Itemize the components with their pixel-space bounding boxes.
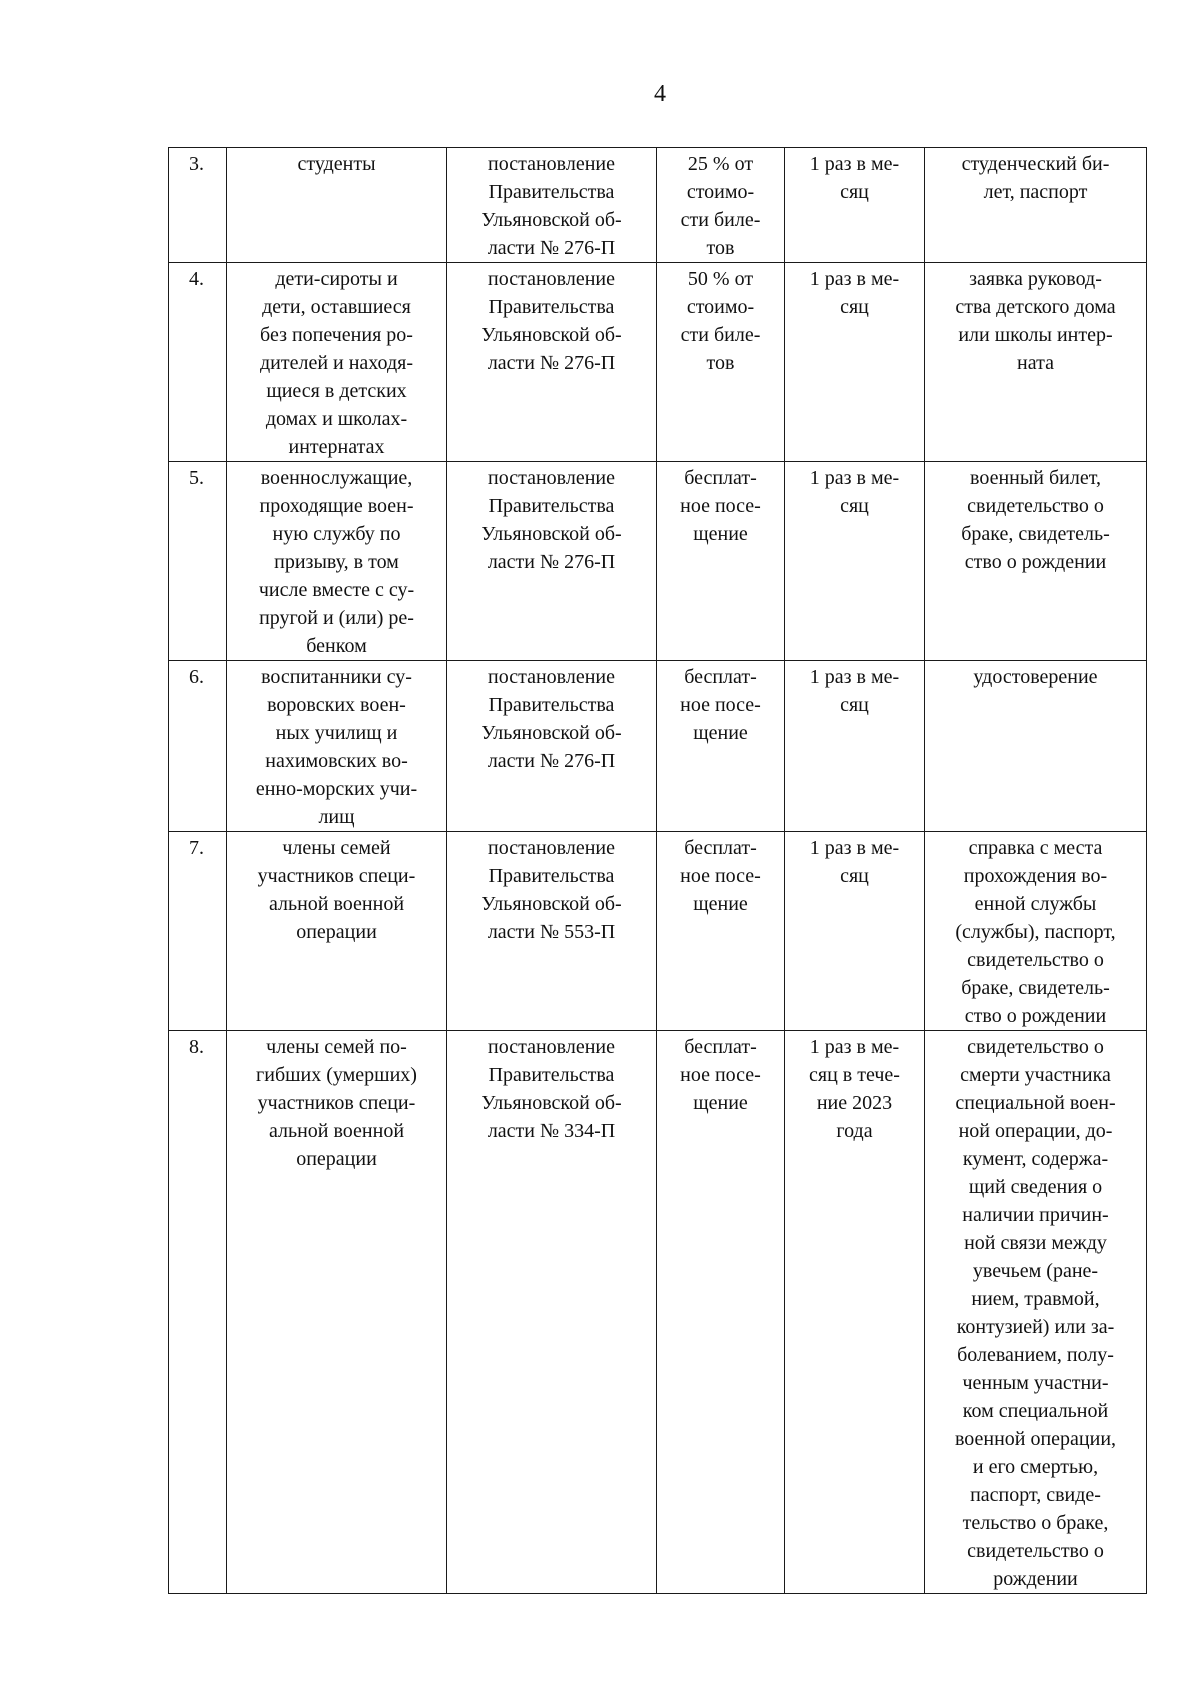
visit-frequency: 1 раз в ме- сяц [785, 263, 925, 462]
row-number: 3. [169, 148, 227, 263]
visit-frequency: 1 раз в ме- сяц [785, 661, 925, 832]
discount-amount: 25 % от стоимо- сти биле- тов [657, 148, 785, 263]
legal-basis: постановление Правительства Ульяновской об- ласти № 276-П [447, 462, 657, 661]
benefits-table [168, 147, 1147, 1594]
legal-basis: постановление Правительства Ульяновской об- ласти № 334-П [447, 1031, 657, 1594]
discount-amount: 50 % от стоимо- сти биле- тов [657, 263, 785, 462]
row-number: 6. [169, 661, 227, 832]
legal-basis: постановление Правительства Ульяновской об- ласти № 276-П [447, 148, 657, 263]
visit-frequency: 1 раз в ме- сяц в тече- ние 2023 года [785, 1031, 925, 1594]
legal-basis: постановление Правительства Ульяновской об- ласти № 276-П [447, 661, 657, 832]
discount-amount: бесплат- ное посе- щение [657, 832, 785, 1031]
page-number: 4 [654, 81, 666, 107]
table-row [169, 1031, 1147, 1594]
required-documents: свидетельство о смерти участника специальной воен- ной операции, до- кумент, содержа- щий сведения о наличии причин- ной связи между увечьем (ране- нием, травмой, контузией) или за- болеванием, полу- ченным участни- ком специальной военной операции, и его смертью, паспорт, свиде- тельство о браке, свидетельство о рождении [925, 1031, 1147, 1594]
beneficiary-category: воспитанники су- воровских воен- ных училищ и нахимовских во- енно-морских учи- лищ [227, 661, 447, 832]
row-number: 5. [169, 462, 227, 661]
table-row [169, 661, 1147, 832]
table-row [169, 832, 1147, 1031]
visit-frequency: 1 раз в ме- сяц [785, 148, 925, 263]
beneficiary-category: члены семей участников специ- альной военной операции [227, 832, 447, 1031]
beneficiary-category: военнослужащие, проходящие воен- ную службу по призыву, в том числе вместе с су- пругой и (или) ре- бенком [227, 462, 447, 661]
required-documents: заявка руковод- ства детского дома или школы интер- ната [925, 263, 1147, 462]
legal-basis: постановление Правительства Ульяновской об- ласти № 276-П [447, 263, 657, 462]
required-documents: студенческий би- лет, паспорт [925, 148, 1147, 263]
beneficiary-category: студенты [227, 148, 447, 263]
table-row [169, 462, 1147, 661]
row-number: 7. [169, 832, 227, 1031]
beneficiary-category: дети-сироты и дети, оставшиеся без попечения ро- дителей и находя- щиеся в детских домах и школах- интернатах [227, 263, 447, 462]
table-row [169, 263, 1147, 462]
discount-amount: бесплат- ное посе- щение [657, 462, 785, 661]
required-documents: удостоверение [925, 661, 1147, 832]
row-number: 4. [169, 263, 227, 462]
row-number: 8. [169, 1031, 227, 1594]
required-documents: справка с места прохождения во- енной службы (службы), паспорт, свидетельство о браке, свидетель- ство о рождении [925, 832, 1147, 1031]
discount-amount: бесплат- ное посе- щение [657, 1031, 785, 1594]
discount-amount: бесплат- ное посе- щение [657, 661, 785, 832]
beneficiary-category: члены семей по- гибших (умерших) участников специ- альной военной операции [227, 1031, 447, 1594]
required-documents: военный билет, свидетельство о браке, свидетель- ство о рождении [925, 462, 1147, 661]
visit-frequency: 1 раз в ме- сяц [785, 832, 925, 1031]
legal-basis: постановление Правительства Ульяновской об- ласти № 553-П [447, 832, 657, 1031]
table-row [169, 148, 1147, 263]
visit-frequency: 1 раз в ме- сяц [785, 462, 925, 661]
